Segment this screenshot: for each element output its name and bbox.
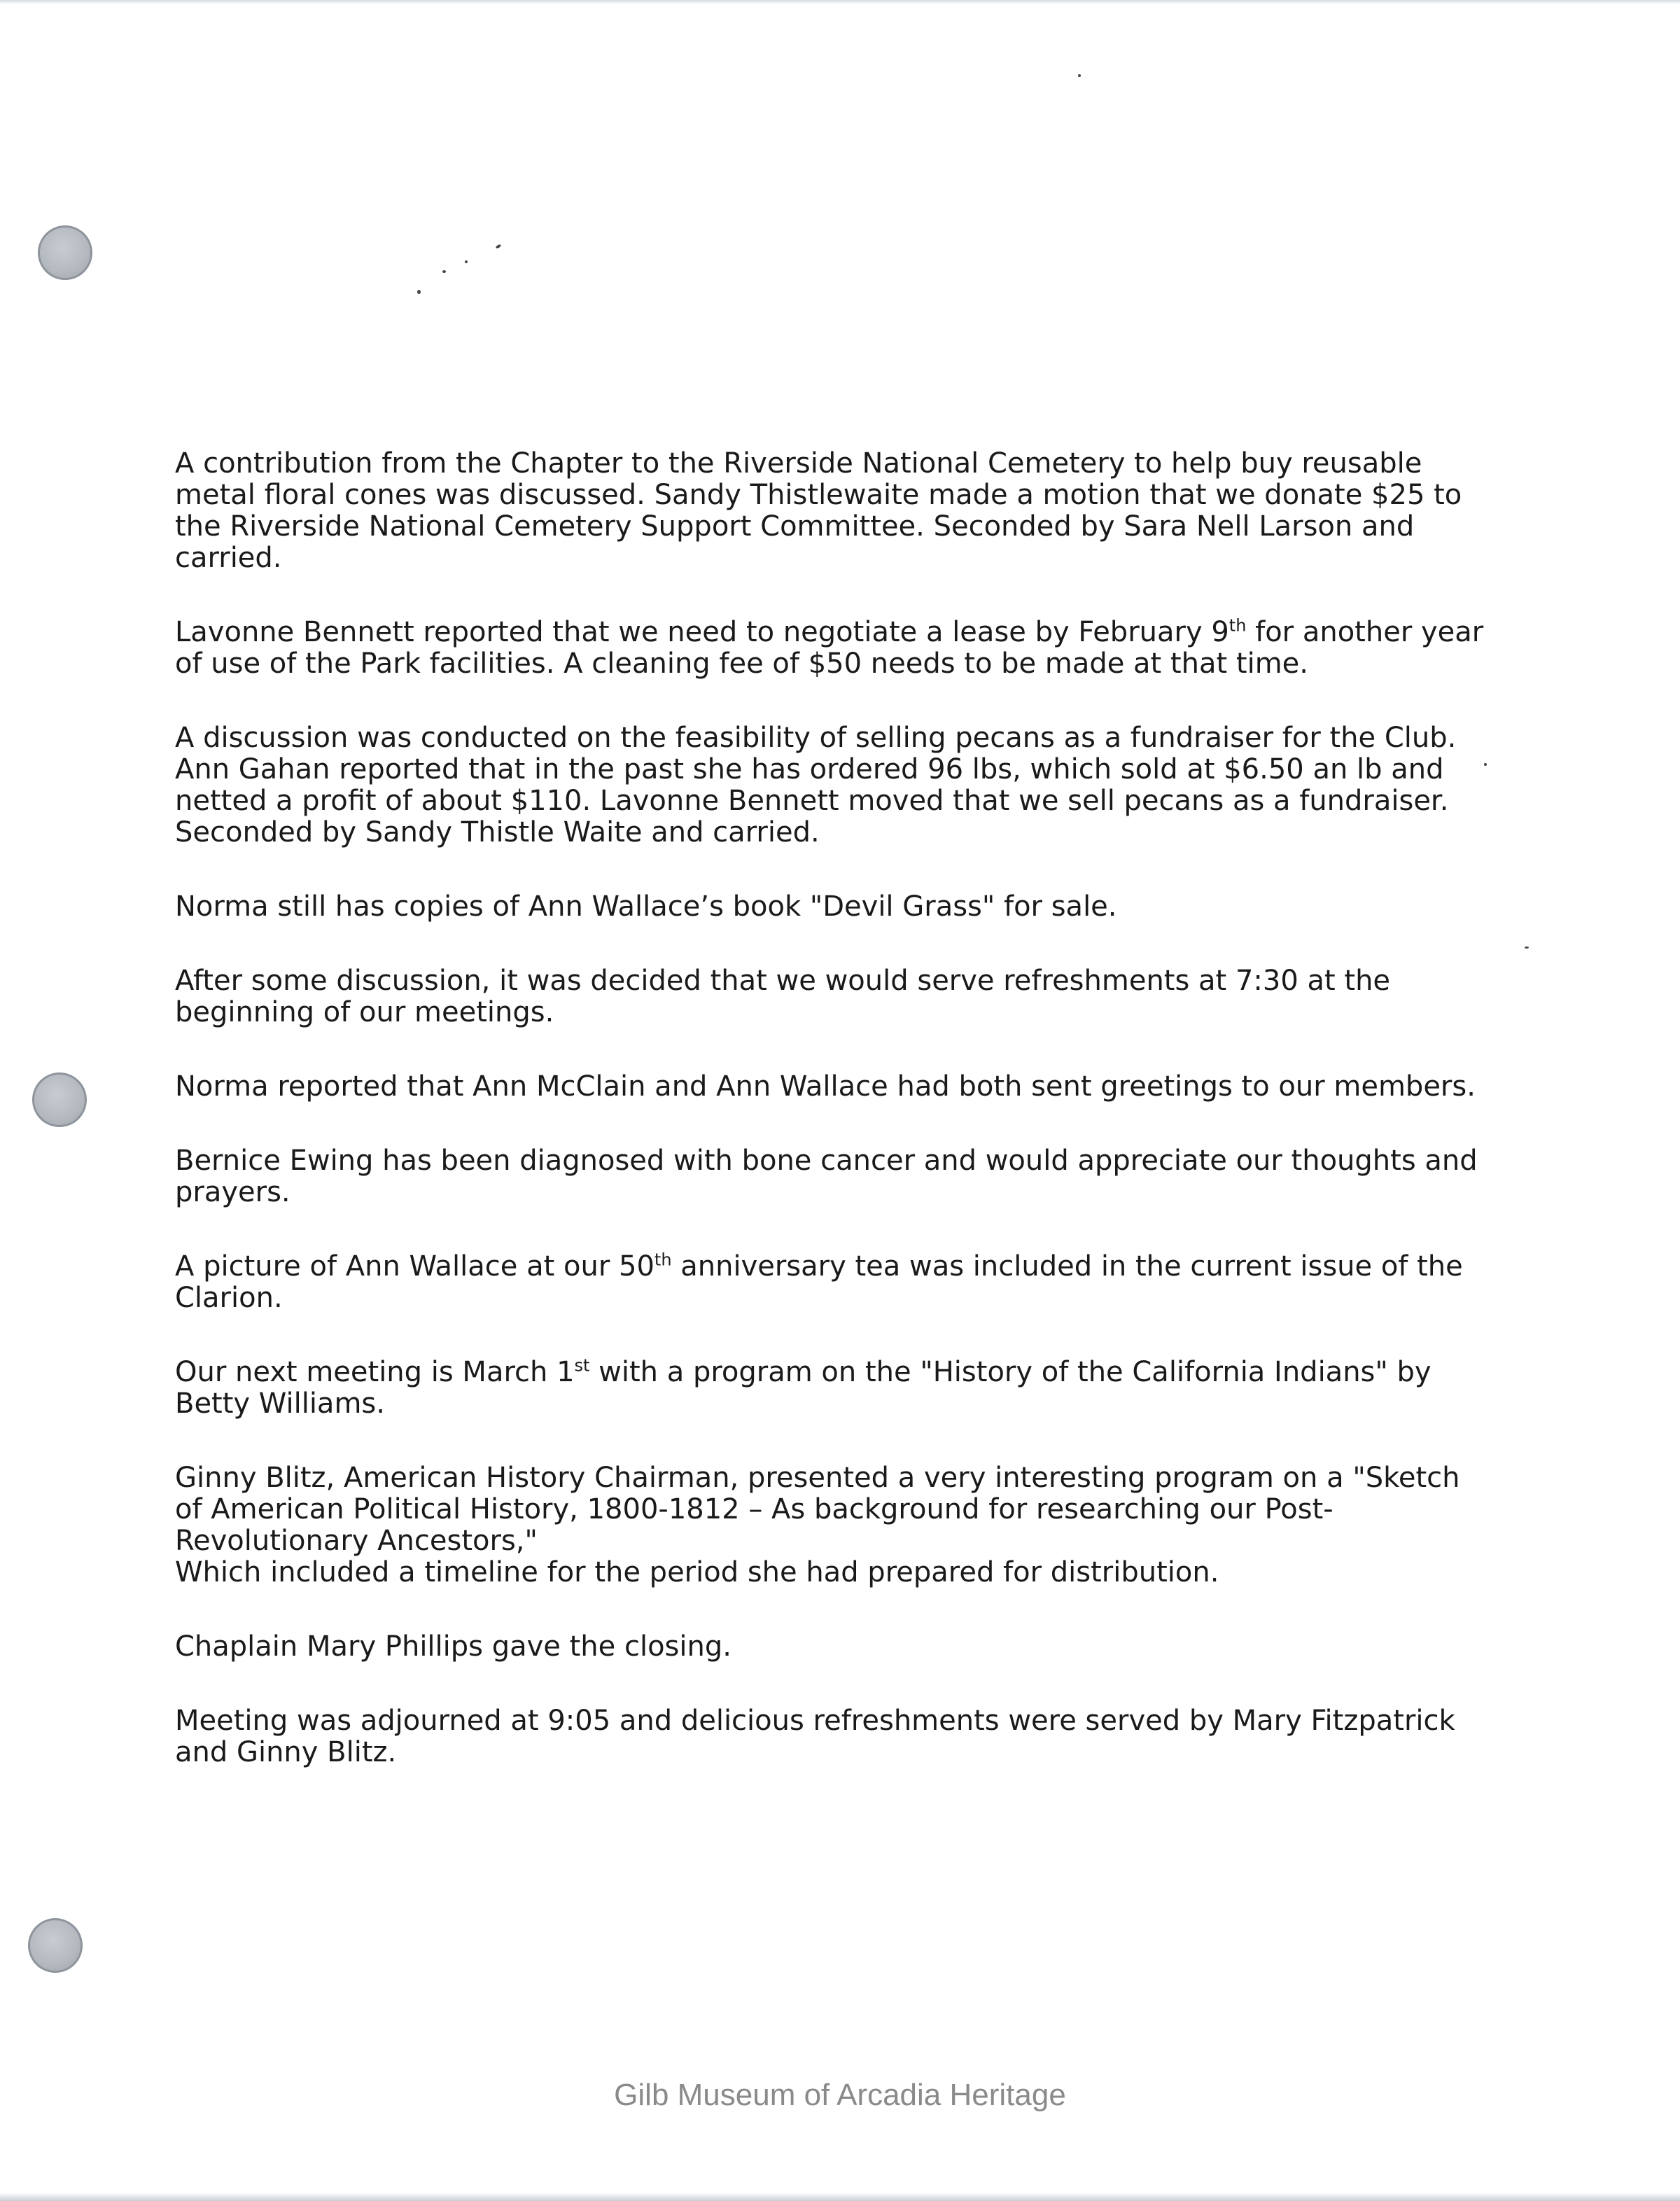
next-meeting-text-start: Our next meeting is March 1 bbox=[175, 1356, 575, 1388]
anniversary-text-end: anniversary tea was included in the current issue of the Clarion. bbox=[175, 1250, 1463, 1314]
next-meeting-text-end: with a program on the "History of the California Indians" by Betty Williams. bbox=[175, 1356, 1432, 1420]
paragraph-adjournment: Meeting was adjourned at 9:05 and delicious refreshments were served by Mary Fitzpatrick and Ginny Blitz. bbox=[175, 1705, 1455, 1768]
paragraph-refreshments-time: After some discussion, it was decided that we would serve refreshments at 7:30 at the beginning of our meetings. bbox=[175, 965, 1391, 1028]
park-lease-text-end: for another year of use of the Park facilities. A cleaning fee of $50 needs to be made at that time. bbox=[175, 616, 1484, 680]
museum-watermark: Gilb Museum of Arcadia Heritage bbox=[614, 2078, 1066, 2112]
punch-hole-bottom bbox=[28, 1918, 83, 1973]
scan-speck bbox=[496, 244, 502, 249]
scan-speck bbox=[1078, 74, 1081, 77]
park-lease-text-start: Lavonne Bennett reported that we need to negotiate a lease by February 9 bbox=[175, 616, 1229, 648]
scan-speck bbox=[1525, 946, 1529, 949]
punch-hole-middle bbox=[32, 1072, 87, 1127]
scan-edge-bottom bbox=[0, 2193, 1680, 2201]
paragraph-park-lease bbox=[175, 617, 1491, 680]
paragraph-anniversary-picture bbox=[175, 1251, 1491, 1314]
paragraph-pecan-fundraiser: A discussion was conducted on the feasibility of selling pecans as a fundraiser for the Club. Ann Gahan reported that in the past she has ordered 96 lbs, which sold at $6.50 an lb and netted a profit of about $110. Lavonne Bennett moved that we sell pecans as a fundraiser. Seconded by Sandy Thistle Waite and carried. bbox=[175, 722, 1457, 848]
punch-hole-top bbox=[38, 225, 92, 280]
scan-speck bbox=[417, 290, 421, 294]
paragraph-next-meeting bbox=[175, 1357, 1491, 1420]
scan-speck bbox=[465, 260, 468, 263]
park-lease-superscript: th bbox=[1228, 615, 1247, 636]
paragraph-closing: Chaplain Mary Phillips gave the closing. bbox=[175, 1630, 732, 1663]
paragraph-bernice-ewing: Bernice Ewing has been diagnosed with bone cancer and would appreciate our thoughts and prayers. bbox=[175, 1145, 1478, 1208]
minutes-body bbox=[175, 448, 1491, 1811]
paragraph-greetings: Norma reported that Ann McClain and Ann Wallace had both sent greetings to our members. bbox=[175, 1070, 1476, 1103]
paragraph-program: Ginny Blitz, American History Chairman, presented a very interesting program on a "Sketch of American Political History, 1800-1812 – As background for researching our Post-Revolutionary Ancestors," bbox=[175, 1462, 1460, 1557]
scan-speck bbox=[442, 270, 446, 273]
anniversary-superscript: th bbox=[654, 1250, 672, 1270]
anniversary-text-start: A picture of Ann Wallace at our 50 bbox=[175, 1250, 654, 1283]
scan-edge-top bbox=[0, 0, 1680, 4]
next-meeting-superscript: st bbox=[574, 1355, 590, 1376]
paragraph-program-continuation: Which included a timeline for the period she had prepared for distribution. bbox=[175, 1556, 1219, 1588]
paragraph-devil-grass: Norma still has copies of Ann Wallace’s book "Devil Grass" for sale. bbox=[175, 890, 1117, 923]
paragraph-cemetery-contribution: A contribution from the Chapter to the Riverside National Cemetery to help buy reusable metal floral cones was discussed. Sandy Thistlewaite made a motion that we donate $25 to the Riverside National Cemetery Support Committee. Seconded by Sara Nell Larson and carried. bbox=[175, 447, 1462, 574]
